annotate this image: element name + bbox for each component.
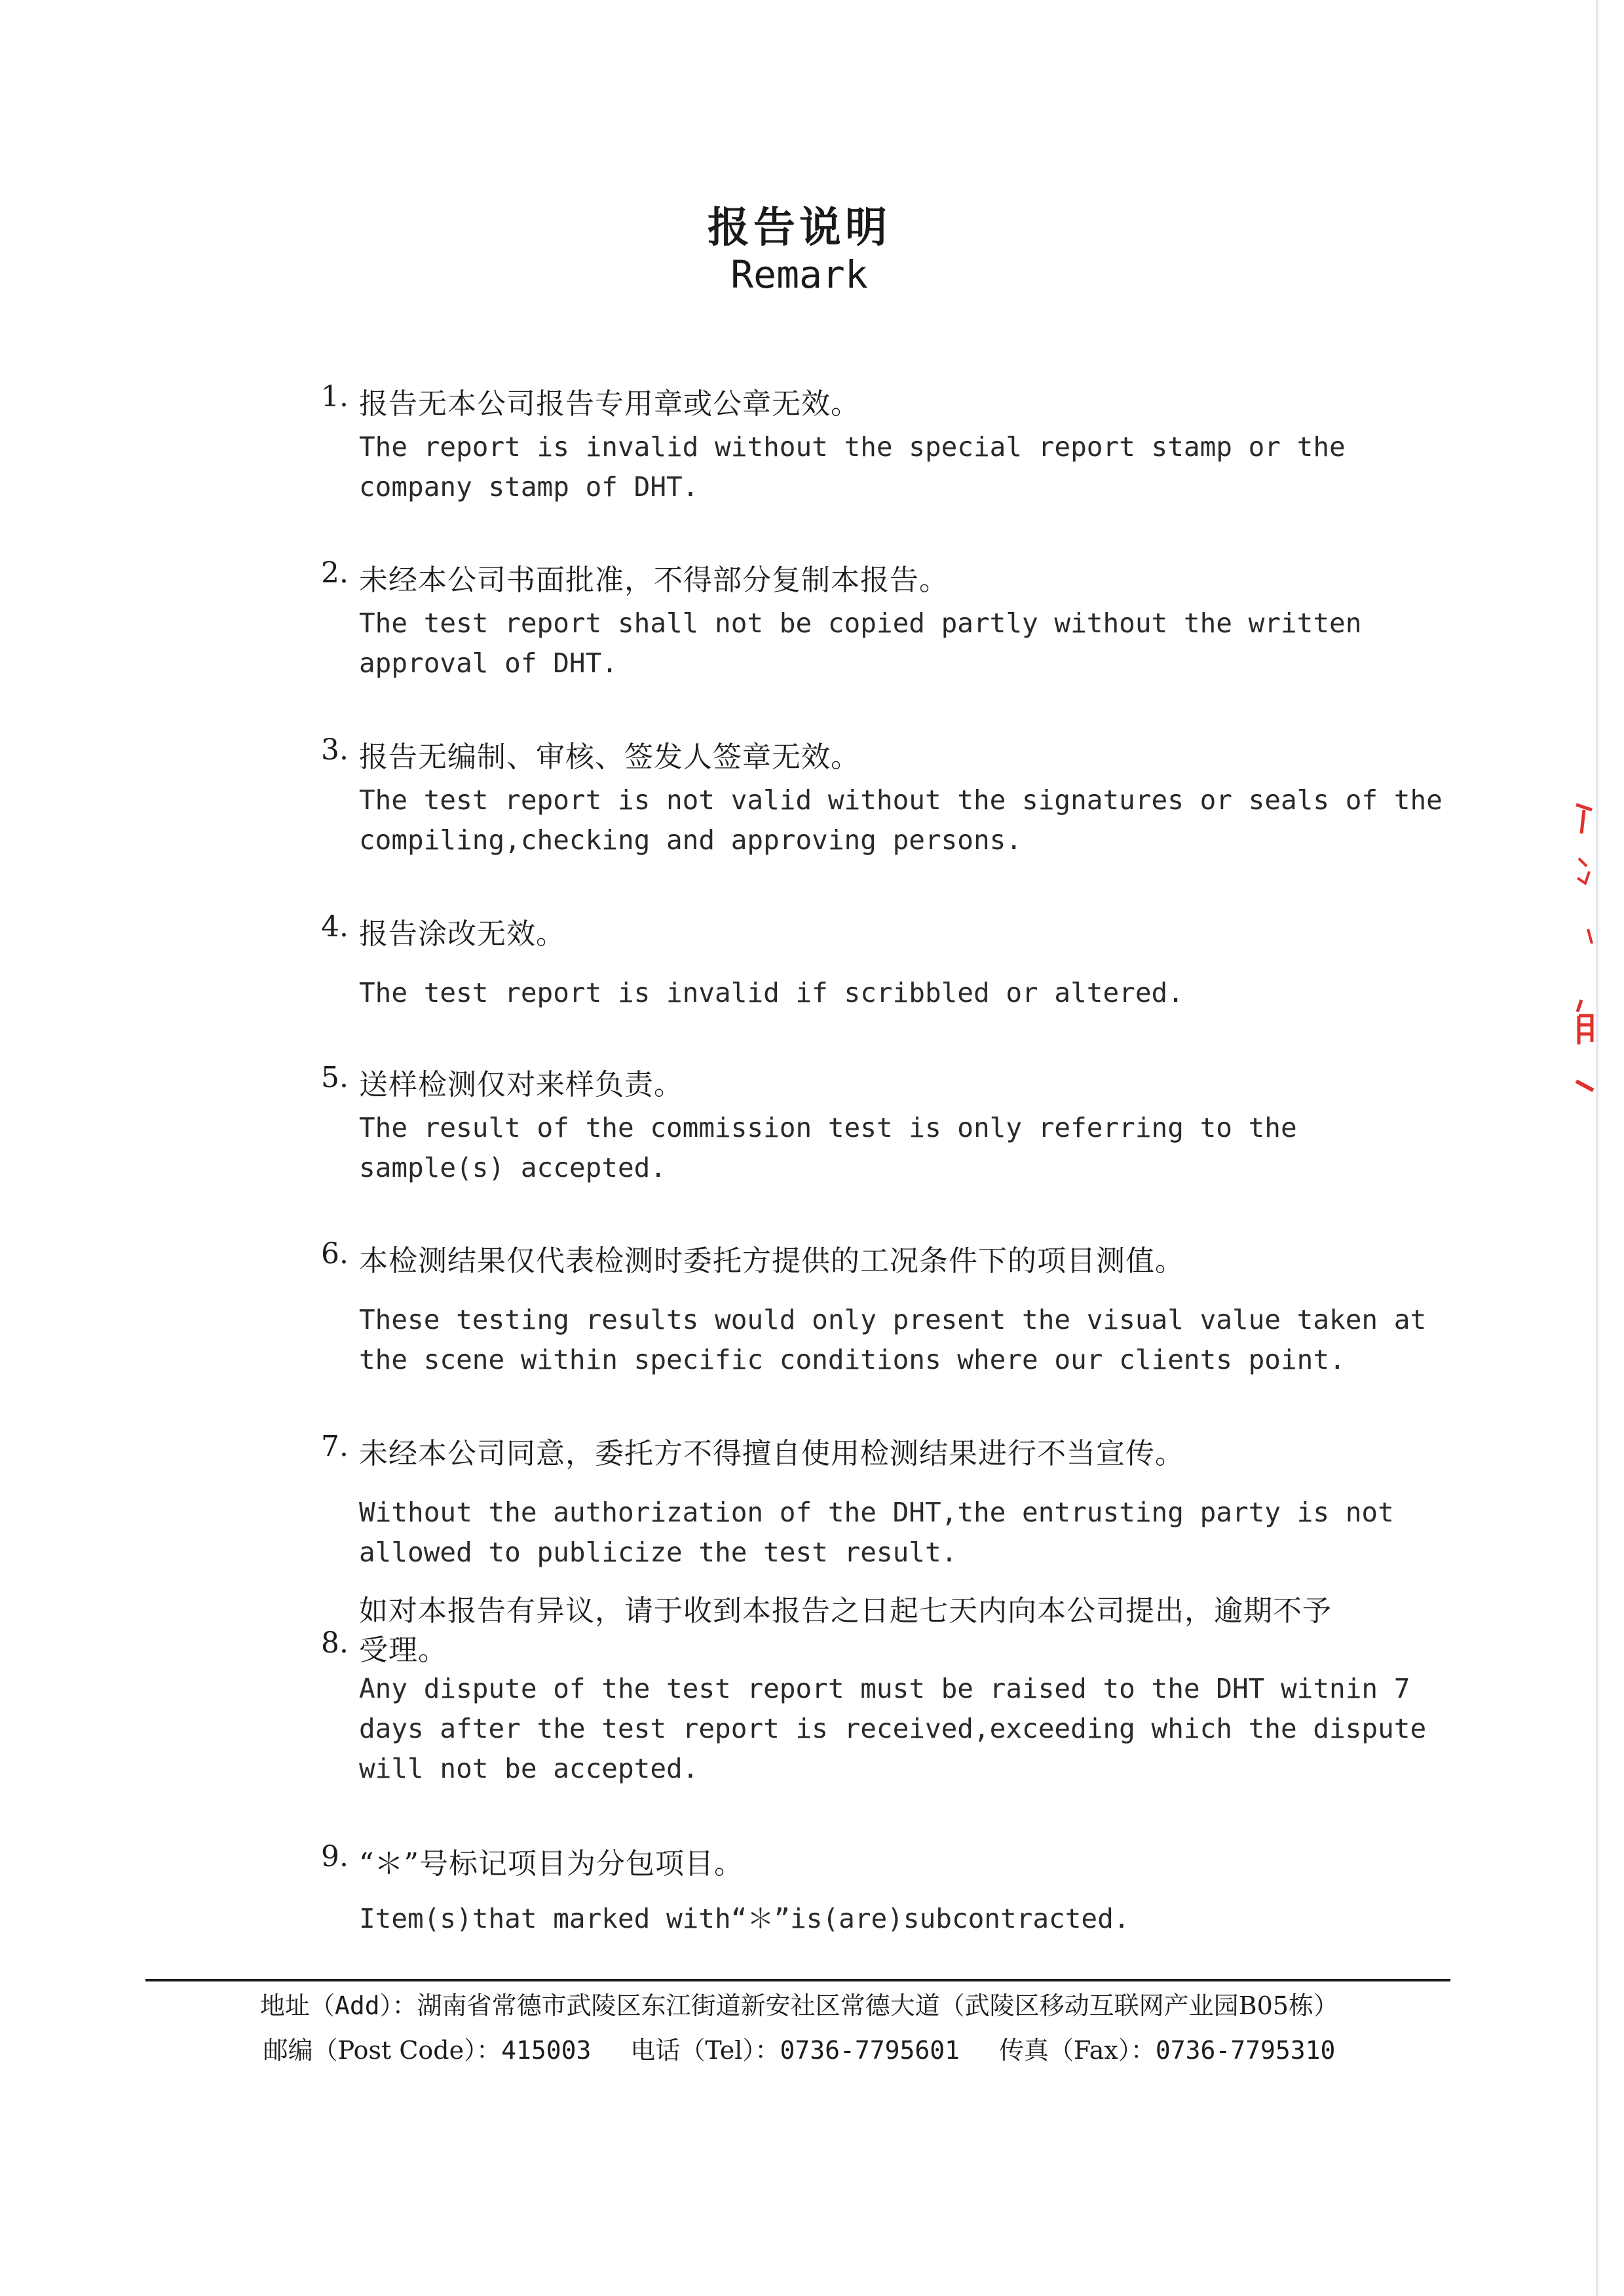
tel-label: 电话（Tel）： (630, 2036, 780, 2065)
stamp-fragment (1572, 852, 1596, 891)
item-text-en: The result of the commission test is only referring to the sample(s) accepted. (359, 1112, 1297, 1183)
page-edge (1596, 0, 1598, 2296)
item-number: 7. (321, 1430, 349, 1463)
postcode-label: 邮编（Post Code）： (263, 2036, 502, 2065)
item-text-cn-line2: 受理。 (359, 1634, 447, 1667)
item-text-cn: 报告涂改无效。 (359, 917, 565, 951)
item-text-en: The report is invalid without the special report stamp or the company stamp of DHT. (359, 431, 1346, 503)
item-text-en: The test report is invalid if scribbled or altered. (359, 977, 1184, 1008)
item-text-en: These testing results would only present the visual value taken at the scene within specific conditions where our clients point. (359, 1304, 1427, 1375)
footer-contacts (0, 2030, 1598, 2066)
address-label: 地址（Add）： (260, 1991, 417, 2020)
item-number: 4. (321, 910, 349, 944)
item-text-en: Any dispute of the test report must be raised to the DHT witnin 7 days after the test report is received,exceeding which the dispute will not be accepted. (359, 1673, 1427, 1784)
item-number: 2. (321, 556, 349, 590)
footer-address (0, 1985, 1598, 2021)
item-text-en: The test report is not valid without the signatures or seals of the compiling,checking and approving persons. (359, 784, 1443, 856)
item-number: 6. (321, 1237, 349, 1271)
item-text-cn: 未经本公司同意，委托方不得擅自使用检测结果进行不当宣传。 (359, 1437, 1184, 1470)
item-number: 8. (321, 1626, 349, 1660)
item-text-cn: 未经本公司书面批准，不得部分复制本报告。 (359, 564, 949, 597)
address-value: 湖南省常德市武陵区东江街道新安社区常德大道（武陵区移动互联网产业园B05栋） (417, 1991, 1338, 2020)
page-subtitle: Remark (730, 252, 868, 297)
item-text-cn: 报告无编制、审核、签发人签章无效。 (359, 740, 860, 774)
fax-label: 传真（Fax）： (998, 2036, 1156, 2065)
footer-divider (145, 1979, 1450, 1981)
item-text-cn-line1: 如对本报告有异议，请于收到本报告之日起七天内向本公司提出，逾期不予 (359, 1594, 1332, 1628)
fax-value: 0736-7795310 (1155, 2036, 1336, 2065)
item-text-cn: “＊”号标记项目为分包项目。 (359, 1847, 744, 1881)
stamp-fragment (1572, 1075, 1596, 1101)
item-text-en: Without the authorization of the DHT,the entrusting party is not allowed to publicize the test result. (359, 1497, 1394, 1568)
item-number: 5. (321, 1061, 349, 1094)
item-number: 9. (321, 1840, 349, 1873)
postcode-value: 415003 (501, 2036, 592, 2065)
item-text-cn: 送样检测仅对来样负责。 (359, 1068, 683, 1101)
stamp-fragment (1572, 996, 1596, 1048)
stamp-fragment (1572, 801, 1596, 837)
tel-value: 0736-7795601 (780, 2036, 960, 2065)
item-text-en: The test report shall not be copied partly without the written approval of DHT. (359, 607, 1362, 679)
item-text-cn: 本检测结果仅代表检测时委托方提供的工况条件下的项目测值。 (359, 1244, 1184, 1278)
item-text-cn: 报告无本公司报告专用章或公章无效。 (359, 387, 860, 421)
page-title: 报告说明 (708, 203, 891, 252)
item-number: 3. (321, 733, 349, 767)
item-text-en: Item(s)that marked with“＊”is(are)subcontracted. (359, 1903, 1130, 1934)
stamp-fragment (1572, 924, 1596, 950)
item-number: 1. (321, 380, 349, 413)
